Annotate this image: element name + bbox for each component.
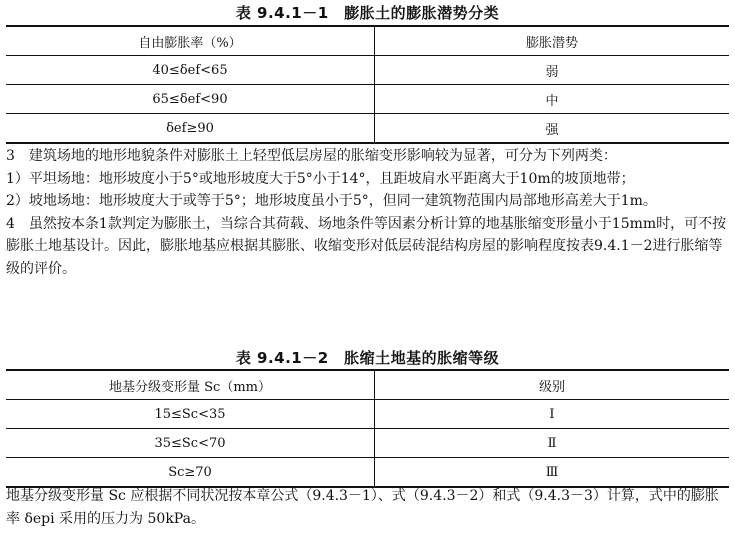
table2-caption: 表 9.4.1－2 胀缩土地基的胀缩等级 [235,349,500,367]
section3-intro: 3 建筑场地的地形地貌条件对膨胀土上轻型低层房屋的胀缩变形影响较为显著，可分为下列两类： [6,148,617,164]
deformation-range-cell: 15≤Sc<35 [6,400,375,429]
footer-text: 地基分级变形量 Sc 应根据不同状况按本章公式（9.4.3－1）、式（9.4.3－2）和式（9.4.3－3）计算，式中的膨胀率 δepi 采用的压力为 50kPa。 [6,488,719,527]
shrink-swell-grade-table [6,369,729,488]
potential-cell: 弱 [375,56,730,85]
section3-item2: 2）坡地场地：地形坡度大于或等于5°；地形坡度虽小于5°，但同一建筑物范围内局部地形高差大于1m。 [6,193,657,209]
table-row [6,56,729,85]
section4-text: 4 虽然按本条1款判定为膨胀土，当综合其荷载、场地条件等因素分析计算的地基胀缩变形量小于15mm时，可不按膨胀土地基设计。因此，膨胀地基应根据其膨胀、收缩变形对低层砖混结构房屋的影响程度按表9.4.1－2进行胀缩等级的评价。 [6,215,727,277]
table-row [6,429,729,458]
potential-cell: 强 [375,114,730,144]
header-expansion-potential: 膨胀潜势 [375,26,730,56]
table1-caption: 表 9.4.1－1 膨胀土的膨胀潜势分类 [235,4,500,22]
body-text [6,145,730,280]
grade-cell: Ⅱ [375,429,730,458]
grade-cell: Ⅰ [375,400,730,429]
potential-cell: 中 [375,85,730,114]
expansion-potential-table [6,25,729,144]
deformation-range-cell: 35≤Sc<70 [6,429,375,458]
table-row [6,85,729,114]
table-row [6,400,729,429]
header-grade: 级别 [375,370,730,400]
table-header-row [6,26,729,56]
range-cell: 65≤δef<90 [6,85,375,114]
table-row [6,114,729,144]
range-cell: δef≥90 [6,114,375,144]
table-row [6,458,729,488]
range-cell: 40≤δef<65 [6,56,375,85]
header-deformation: 地基分级变形量 Sc（mm） [6,370,375,400]
table-header-row [6,370,729,400]
header-free-expansion-ratio: 自由膨胀率（%） [6,26,375,56]
deformation-range-cell: Sc≥70 [6,458,375,488]
grade-cell: Ⅲ [375,458,730,488]
section3-item1: 1）平坦场地：地形坡度小于5°或地形坡度大于5°小于14°，且距坡肩水平距离大于10m的坡顶地带； [6,170,635,187]
